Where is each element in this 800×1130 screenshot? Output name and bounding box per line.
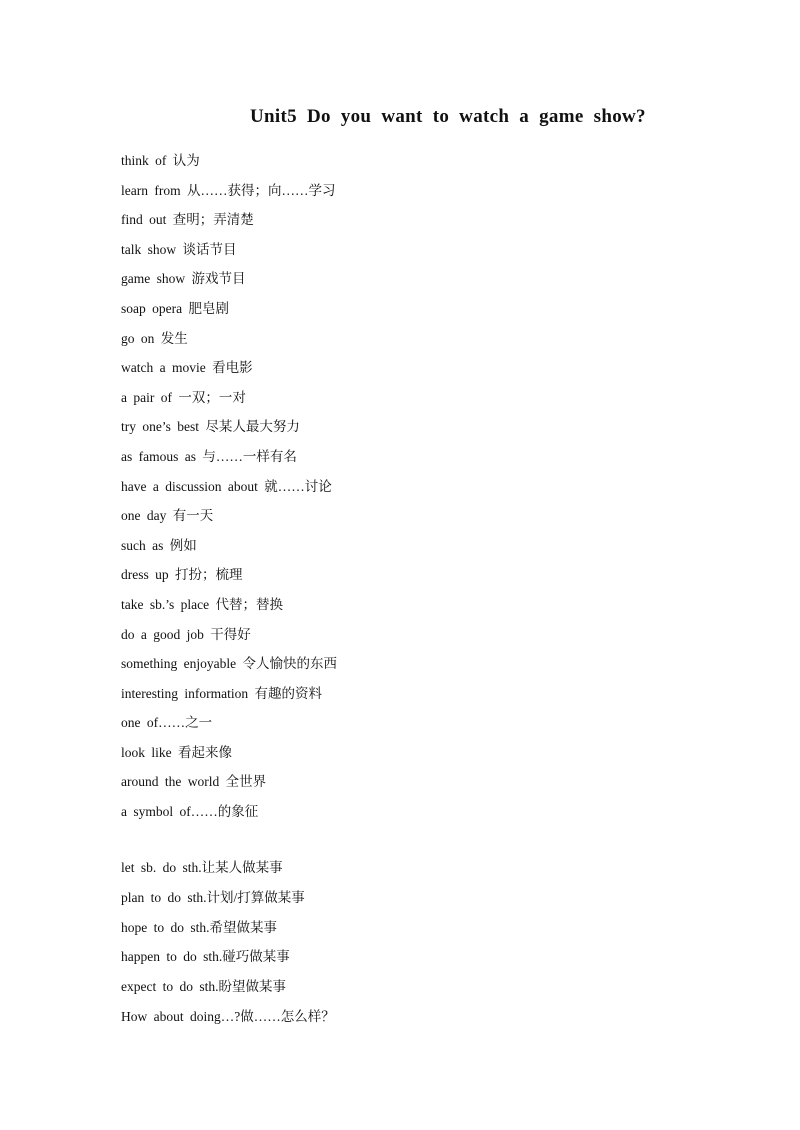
vocab-item: learn from 从……获得；向……学习 xyxy=(121,182,336,198)
phrase-item: happen to do sth.碰巧做某事 xyxy=(121,949,290,965)
vocab-item: take sb.’s place 代替；替换 xyxy=(121,596,283,612)
vocab-item: talk show 谈话节目 xyxy=(121,241,237,257)
phrase-item: plan to do sth.计划/打算做某事 xyxy=(121,889,305,905)
vocab-item: as famous as 与……一样有名 xyxy=(121,448,297,464)
vocab-item: do a good job 干得好 xyxy=(121,626,251,642)
vocab-item: game show 游戏节目 xyxy=(121,271,246,287)
vocab-item: one of……之一 xyxy=(121,715,213,731)
vocab-item: look like 看起来像 xyxy=(121,744,232,760)
vocab-item: soap opera 肥皂剧 xyxy=(121,300,229,316)
vocab-item: find out 查明；弄清楚 xyxy=(121,212,254,228)
vocab-item: watch a movie 看电影 xyxy=(121,360,253,376)
vocabulary-list xyxy=(121,151,337,832)
phrase-item: How about doing…?做……怎么样？ xyxy=(121,1008,335,1024)
vocab-item: around the world 全世界 xyxy=(121,774,267,790)
phrase-item: hope to do sth.希望做某事 xyxy=(121,919,277,935)
vocab-item: a pair of 一双；一对 xyxy=(121,389,246,405)
page-title: Unit5 Do you want to watch a game show? xyxy=(250,106,646,127)
vocab-item: have a discussion about 就……讨论 xyxy=(121,478,332,494)
vocab-item: go on 发生 xyxy=(121,330,188,346)
vocab-item: a symbol of……的象征 xyxy=(121,804,259,820)
phrase-item: let sb. do sth.让某人做某事 xyxy=(121,860,283,875)
vocab-item: dress up 打扮；梳理 xyxy=(121,567,243,583)
phrase-item: expect to do sth.盼望做某事 xyxy=(121,979,286,995)
vocab-item: think of 认为 xyxy=(121,153,200,168)
vocab-item: one day 有一天 xyxy=(121,508,214,524)
vocab-item: try one’s best 尽某人最大努力 xyxy=(121,419,300,435)
phrase-list xyxy=(121,858,335,1037)
vocab-item: interesting information 有趣的资料 xyxy=(121,685,322,701)
vocab-item: such as 例如 xyxy=(121,537,197,553)
vocab-item: something enjoyable 令人愉快的东西 xyxy=(121,656,337,672)
